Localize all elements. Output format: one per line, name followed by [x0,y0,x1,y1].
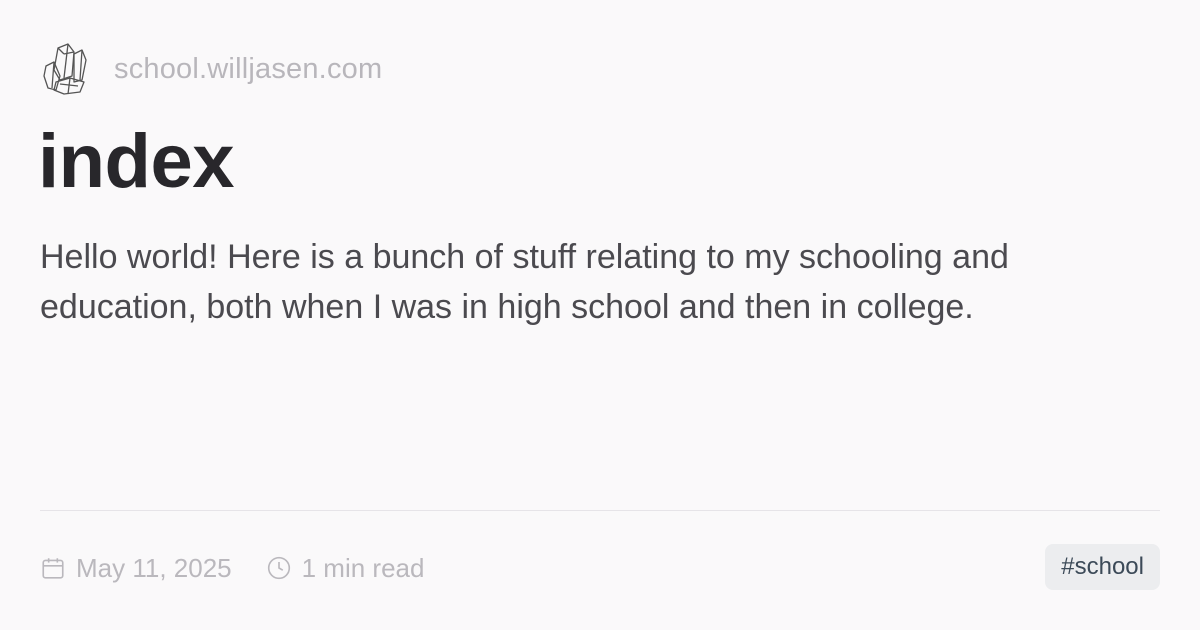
post-meta [40,548,424,588]
clock-icon [266,555,292,581]
date-meta [40,553,232,584]
crystal-logo-icon [40,40,92,98]
post-date: May 11, 2025 [76,552,232,583]
page-description: Hello world! Here is a bunch of stuff relating to my schooling and education, both when I was in high school and then in college. [40,238,1009,326]
calendar-icon [40,555,66,581]
site-url[interactable]: school.willjasen.com [114,52,383,85]
site-header [40,40,382,98]
read-time-meta [266,553,425,584]
read-time: 1 min read [301,552,425,583]
tag-school[interactable]: #school [1045,544,1160,590]
divider [40,510,1160,511]
page-title: index [38,119,234,204]
